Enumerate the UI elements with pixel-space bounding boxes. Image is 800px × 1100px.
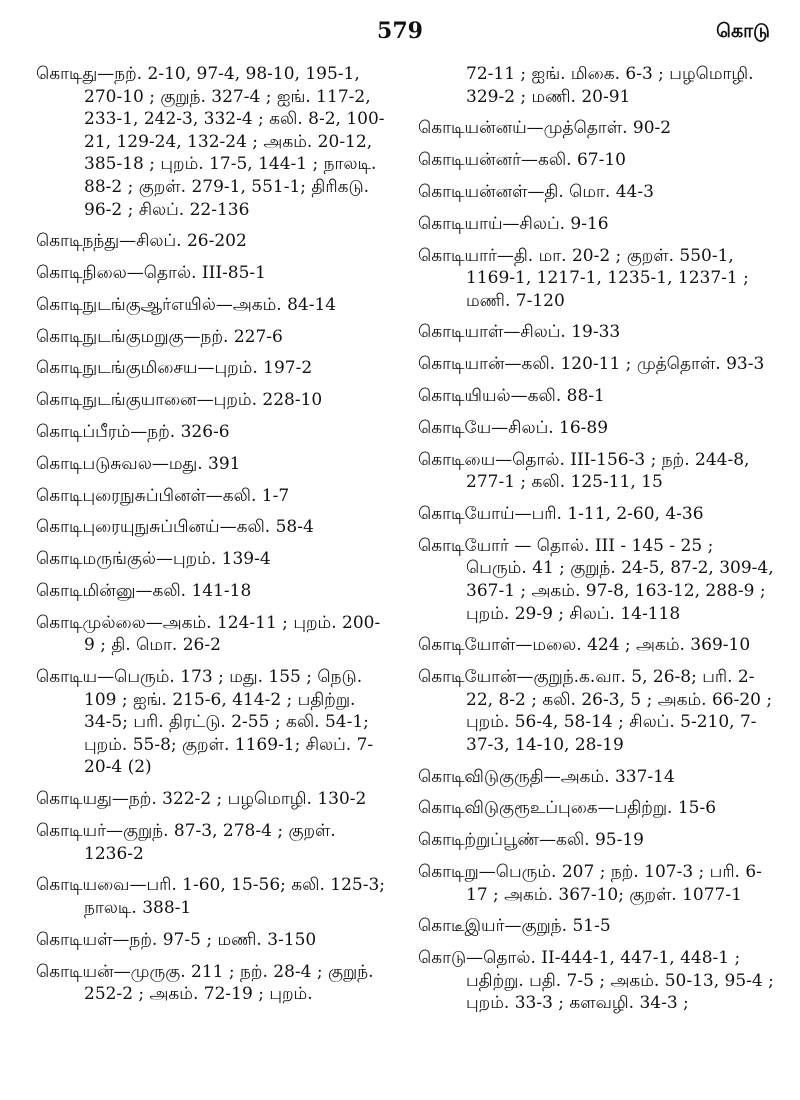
index-entry: கொடியவை—பரி. 1-60, 15-56; கலி. 125-3; நாலடி. 388-1: [36, 875, 386, 918]
index-entry: கொடிவிடுகுருதி—அகம். 337-14: [418, 766, 675, 787]
index-entry: கொடிநுடங்குஆர்எயில்—அகம். 84-14: [36, 294, 337, 315]
index-entry: கொடியர்—குறுந். 87-3, 278-4 ; குறள். 1236-2: [36, 821, 336, 864]
index-entry: கொடிமுல்லை—அகம். 124-11 ; புறம். 200-9 ; தி. மொ. 26-2: [36, 612, 381, 656]
running-head: கொடு: [716, 20, 770, 42]
index-entry: கொடியை—தொல். III-156-3 ; நற். 244-8, 277-1 ; கலி. 125-11, 15: [418, 449, 750, 493]
left-column: [36, 63, 388, 1015]
index-entry: கொடிநுடங்குமறுகு—நற். 227-6: [36, 326, 283, 347]
index-entry: கொடியாய்—சிலப். 9-16: [418, 213, 609, 234]
index-entry: கொடியன்னள்—தி. மொ. 44-3: [418, 181, 654, 202]
index-entry: கொடீஇயர்—குறுந். 51-5: [418, 916, 611, 937]
index-entry: கொடிப்பீரம்—நற். 326-6: [36, 422, 230, 443]
index-entry: கொடிவிடுகுரூஉப்புகை—பதிற்று. 15-6: [418, 798, 717, 819]
index-entry: கொடியன்—முருகு. 211 ; நற். 28-4 ; குறுந். 252-2 ; அகம். 72-19 ; புறம்.: [36, 961, 374, 1005]
right-column: [418, 63, 774, 1024]
index-entry: கொடு—தொல். II-444-1, 447-1, 448-1 ; பதிற்று. பதி. 7-5 ; அகம். 50-13, 95-4 ; புறம். 33-3 ; களவழி. 34-3 ;: [418, 948, 774, 1014]
index-entry: கொடியான்—கலி. 120-11 ; முத்தொள். 93-3: [418, 354, 765, 375]
page-number: 579: [377, 18, 423, 44]
index-entry: கொடிற்றுப்பூண்—கலி. 95-19: [418, 830, 644, 851]
index-entry: கொடிது—நற். 2-10, 97-4, 98-10, 195-1, 270-10 ; குறுந். 327-4 ; ஐங். 117-2, 233-1, 242-3, 332-4 ; கலி. 8-2, 100-21, 129-24, 132-24 ; அகம். 20-12, 385-18 ; புறம். 17-5, 144-1 ; நாலடி. 88-2 ; குறள். 279-1, 551-1; திரிகடு. 96-2 ; சிலப். 22-136: [36, 64, 385, 220]
index-entry: கொடிமின்னு—கலி. 141-18: [36, 580, 252, 601]
index-entry: கொடியது—நற். 322-2 ; பழமொழி. 130-2: [36, 789, 367, 810]
index-entry: கொடியோர் — தொல். III - 145 - 25 ; பெரும். 41 ; குறுந். 24-5, 87-2, 309-4, 367-1 ; அகம். 97-8, 163-12, 288-9 ; புறம். 29-9 ; சிலப். 14-118: [418, 535, 774, 624]
index-entry: கொடியள்—நற். 97-5 ; மணி. 3-150: [36, 929, 317, 950]
index-entry: கொடிநுடங்குயானை—புறம். 228-10: [36, 390, 323, 411]
index-entry: கொடிபடுசுவல—மது. 391: [36, 453, 241, 474]
index-entry: 72-11 ; ஐங். மிகை. 6-3 ; பழமொழி. 329-2 ; மணி. 20-91: [466, 64, 754, 107]
index-entry: கொடியன்னர்—கலி. 67-10: [418, 150, 626, 171]
index-entry: கொடியன்னய்—முத்தொள். 90-2: [418, 118, 672, 139]
index-entry: கொடியார்—தி. மா. 20-2 ; குறள். 550-1, 1169-1, 1217-1, 1235-1, 1237-1 ; மணி. 7-120: [418, 245, 749, 311]
index-entry: கொடிபுரையுநுசுப்பினய்—கலி. 58-4: [36, 517, 314, 538]
index-entry: கொடிநிலை—தொல். III-85-1: [36, 263, 266, 284]
index-entry: கொடிய—பெரும். 173 ; மது. 155 ; நெடு. 109 ; ஐங். 215-6, 414-2 ; பதிற்று. 34-5; பரி. திரட்டு. 2-55 ; கலி. 54-1; புறம். 55-8; குறள். 1169-1; சிலப். 7-20-4 (2): [36, 667, 374, 778]
index-entry: கொடியோய்—பரி. 1-11, 2-60, 4-36: [418, 503, 704, 524]
index-entry: கொடியே—சிலப். 16-89: [418, 417, 609, 438]
index-entry: கொடிமருங்குல்—புறம். 139-4: [36, 549, 271, 570]
index-entry: கொடிநுடங்குமிசைய—புறம். 197-2: [36, 358, 313, 379]
index-entry: கொடியாள்—சிலப். 19-33: [418, 322, 621, 343]
index-entry: கொடிபுரைநுசுப்பினள்—கலி. 1-7: [36, 485, 290, 506]
index-entry: கொடியோன்—குறுந்.க.வா. 5, 26-8; பரி. 2-22, 8-2 ; கலி. 26-3, 5 ; அகம். 66-20 ; புறம். 56-4, 58-14 ; சிலப். 5-210, 7-37-3, 14-10, 28-19: [418, 667, 773, 755]
index-entry: கொடியோள்—மலை. 424 ; அகம். 369-10: [418, 635, 751, 656]
index-entry: கொடிறு—பெரும். 207 ; நற். 107-3 ; பரி. 6-17 ; அகம். 367-10; குறள். 1077-1: [418, 862, 762, 905]
index-entry: கொடியியல்—கலி. 88-1: [418, 386, 605, 407]
index-entry: கொடிநந்து—சிலப். 26-202: [36, 231, 247, 252]
